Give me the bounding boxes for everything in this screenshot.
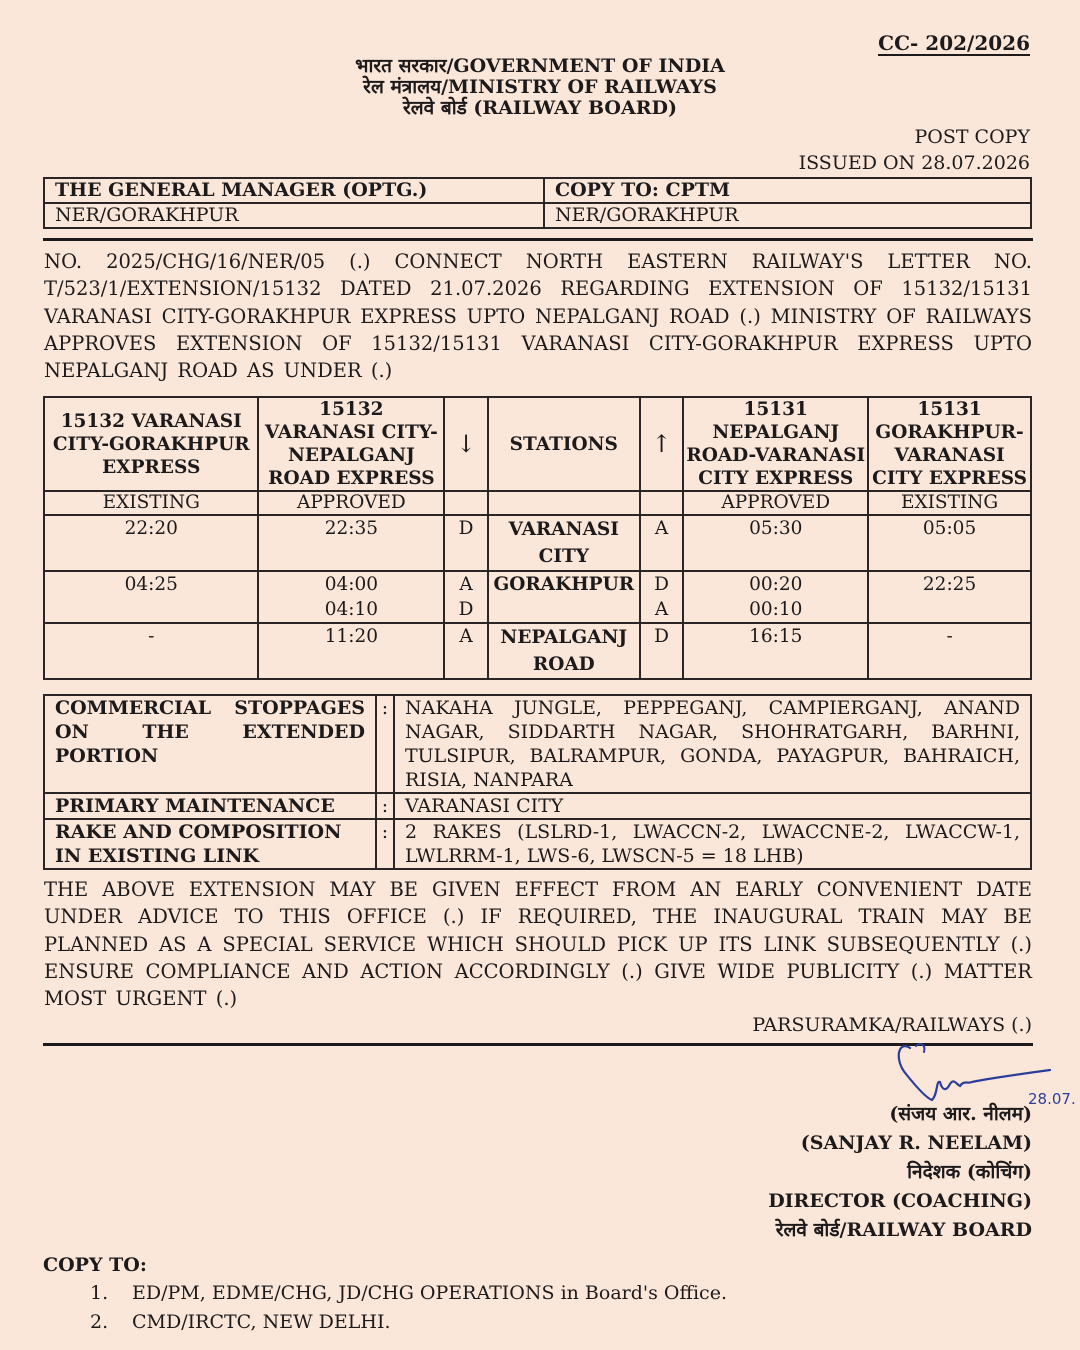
details-table [43,694,1032,870]
issued-on-date: ISSUED ON 28.07.2026 [798,152,1030,174]
timetable [43,396,1032,680]
list-text: CMD/IRCTC, NEW DELHI. [132,1311,391,1333]
time-cell: 16:15 [683,623,868,679]
reference-number: CC- 202/2026 [878,31,1030,55]
signatory-title: DIRECTOR (COACHING) [768,1190,1032,1212]
time-cell: 05:30 [683,515,868,571]
signatory-title-hindi: निदेशक (कोचिंग) [907,1161,1032,1183]
arr-dep-cell: A [444,623,488,679]
signatory-block [768,1100,1032,1245]
header-line-1: भारत सरकार/GOVERNMENT OF INDIA [355,55,725,77]
time-cell: 22:20 [44,515,258,571]
list-item [90,1308,727,1337]
time-cell: 22:25 [868,571,1031,623]
col-header-15132-existing: 15132 VARANASI CITY-GORAKHPUR EXPRESS [44,397,258,491]
down-arrow-icon: ↓ [444,397,488,491]
list-item [90,1279,727,1308]
table-row [44,571,1031,623]
letter-body: NO. 2025/CHG/16/NER/05 (.) CONNECT NORTH EASTERN RAILWAY'S LETTER NO. T/523/1/EXTENSION/15132 DATED 21.07.2026 REGARDING EXTENSION OF 15132/15131 VARANASI CITY-GORAKHPUR EXPRESS UPTO NEPALGANJ ROAD (.) MINISTRY OF RAILWAYS APPROVES EXTENSION OF 15132/15131 VARANASI CITY-GORAKHPUR EXPRESS UPTO NEPALGANJ ROAD AS UNDER (.) [44,250,1032,383]
time-cell: 04:25 [44,571,258,623]
arr-dep-cell: A D [444,571,488,623]
status-existing: EXISTING [44,491,258,515]
col-header-stations: STATIONS [488,397,640,491]
sender-line: PARSURAMKA/RAILWAYS (.) [752,1014,1032,1036]
addressee-title: THE GENERAL MANAGER (OPTG.) [44,178,544,203]
copy-to-list [90,1279,727,1337]
col-header-15131-approved: 15131 NEPALGANJ ROAD-VARANASI CITY EXPRESS [683,397,868,491]
status-approved: APPROVED [683,491,868,515]
time-cell: - [868,623,1031,679]
station-cell: VARANASI CITY [488,515,640,571]
header-line-2: रेल मंत्रालय/MINISTRY OF RAILWAYS [363,76,717,98]
arr-dep-cell: D [640,623,684,679]
maintenance-label: PRIMARY MAINTENANCE [44,793,376,819]
col-header-15132-approved: 15132 VARANASI CITY-NEPALGANJ ROAD EXPRESS [258,397,444,491]
signature-date: 28.07. [1028,1090,1076,1108]
arr-dep-cell: D A [640,571,684,623]
signatory-name-hindi: (संजय आर. नीलम) [889,1103,1032,1125]
time-cell: - [44,623,258,679]
time-cell: 11:20 [258,623,444,679]
arr-dep-cell: A [640,515,684,571]
stoppages-value: NAKAHA JUNGLE, PEPPEGANJ, CAMPIERGANJ, ANAND NAGAR, SIDDARTH NAGAR, SHOHRATGARH, BARHNI, TULSIPUR, BALRAMPUR, GONDA, PAYAGPUR, BAHRAICH, RISIA, NANPARA [394,695,1031,793]
arr-dep-cell: D [444,515,488,571]
time-cell: 05:05 [868,515,1031,571]
stoppages-label: COMMERCIAL STOPPAGES ON THE EXTENDED PORTION [44,695,376,793]
status-existing: EXISTING [868,491,1031,515]
table-row [44,623,1031,679]
maintenance-value: VARANASI CITY [394,793,1031,819]
time-cell: 00:20 00:10 [683,571,868,623]
copy-to-place: NER/GORAKHPUR [544,203,1031,228]
col-header-15131-existing: 15131 GORAKHPUR-VARANASI CITY EXPRESS [868,397,1031,491]
signatory-name: (SANJAY R. NEELAM) [800,1132,1032,1154]
letter-closing-body: THE ABOVE EXTENSION MAY BE GIVEN EFFECT FROM AN EARLY CONVENIENT DATE UNDER ADVICE TO THIS OFFICE (.) IF REQUIRED, THE INAUGURAL TRAIN MAY BE PLANNED AS A SPECIAL SERVICE WHICH SHOULD PICK UP ITS LINK SUBSEQUENTLY (.) ENSURE COMPLIANCE AND ACTION ACCORDINGLY (.) GIVE WIDE PUBLICITY (.) MATTER MOST URGENT (.) [44,878,1032,1011]
colon: : [376,695,394,793]
station-cell: GORAKHPUR [488,571,640,623]
rake-label: RAKE AND COMPOSITION IN EXISTING LINK [44,819,376,869]
dispatch-info [799,124,1030,176]
colon: : [376,793,394,819]
station-cell: NEPALGANJ ROAD [488,623,640,679]
time-cell: 22:35 [258,515,444,571]
status-approved: APPROVED [258,491,444,515]
addressee-place: NER/GORAKHPUR [44,203,544,228]
time-cell: 04:00 04:10 [258,571,444,623]
list-number: 2. [90,1311,109,1333]
table-row [44,515,1031,571]
rake-value: 2 RAKES (LSLRD-1, LWACCN-2, LWACCNE-2, LWACCW-1, LWLRRM-1, LWS-6, LWSCN-5 = 18 LHB) [394,819,1031,869]
up-arrow-icon: ↑ [640,397,684,491]
address-table [43,177,1032,229]
signatory-organisation: रेलवे बोर्ड/RAILWAY BOARD [775,1219,1032,1241]
list-number: 1. [90,1282,109,1304]
list-text: ED/PM, EDME/CHG, JD/CHG OPERATIONS in Board's Office. [132,1282,727,1304]
copy-to-heading: COPY TO: [43,1254,147,1276]
copy-to-title: COPY TO: CPTM [544,178,1031,203]
post-copy-label: POST COPY [914,126,1030,148]
letterhead [0,56,1080,119]
header-line-3: रेलवे बोर्ड (RAILWAY BOARD) [403,97,677,119]
divider [43,238,1033,241]
colon: : [376,819,394,869]
